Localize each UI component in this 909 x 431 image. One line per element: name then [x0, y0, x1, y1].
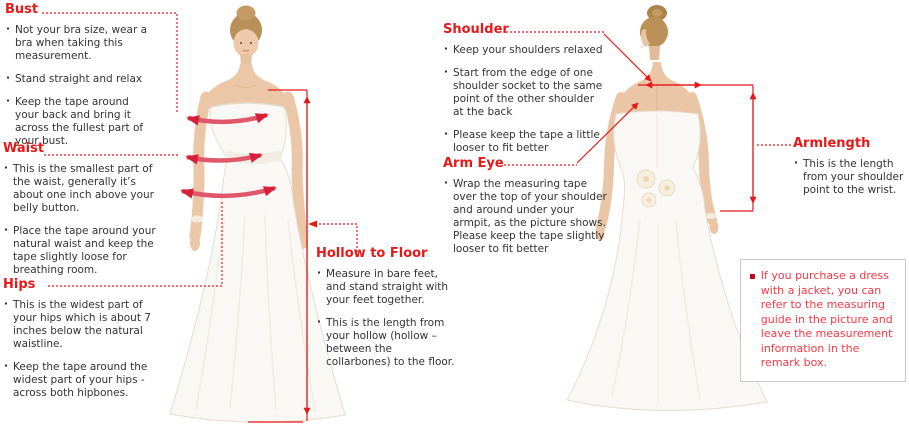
- instruction-item: · Please keep the tape a little looser to fit better: [443, 129, 607, 155]
- jacket-note-text: If you purchase a dress with a jacket, you can refer to the measuring guide in the picture and leave the measurement information in the remark box.: [760, 269, 893, 369]
- section-hips: [3, 277, 163, 410]
- section-armlength-title: Armlength: [793, 136, 871, 151]
- section-waist: [3, 141, 159, 287]
- section-hips-instructions: [3, 299, 163, 400]
- jacket-note-box: [740, 259, 906, 382]
- section-hollow-to-floor-instructions: [316, 268, 456, 369]
- section-bust: [5, 2, 155, 158]
- section-arm-eye-instructions: [443, 178, 613, 256]
- square-bullet-icon: ▪: [749, 271, 756, 282]
- instruction-item: · Keep the tape around the widest part of your hips - across both hipbones.: [3, 361, 163, 400]
- back-bracelet: [706, 213, 717, 219]
- section-waist-title: Waist: [3, 141, 45, 156]
- instruction-item: · Keep your shoulders relaxed: [443, 44, 607, 57]
- section-waist-instructions: [3, 163, 159, 277]
- back-earring: [641, 46, 644, 49]
- instruction-item: · Not your bra size, wear a bra when taking this measurement.: [5, 24, 155, 63]
- hollow-connector-arrowhead: [308, 221, 317, 228]
- section-hollow-to-floor: [316, 246, 456, 379]
- instruction-item: · This is the length from your shoulder point to the wrist.: [793, 158, 907, 197]
- section-hollow-to-floor-title: Hollow to Floor: [316, 246, 428, 261]
- section-shoulder-title: Shoulder: [443, 22, 509, 37]
- section-arm-eye: [443, 156, 613, 266]
- section-armlength: [793, 136, 907, 207]
- instruction-item: · Wrap the measuring tape over the top of your shoulder and around under your armpit, as the picture shows. Please keep the tape slightly looser to fit better: [443, 178, 613, 256]
- instruction-item: · Start from the edge of one shoulder socket to the same point of the other shoulder at the back: [443, 67, 607, 119]
- front-bracelet: [191, 216, 203, 223]
- front-face: [234, 29, 259, 57]
- section-shoulder-instructions: [443, 44, 607, 155]
- instruction-item: · This is the widest part of your hips which is about 7 inches below the natural waistline.: [3, 299, 163, 351]
- section-bust-title: Bust: [5, 2, 39, 17]
- instruction-item: · Keep the tape around your back and bring it across the fullest part of your bust.: [5, 96, 155, 148]
- instruction-item: · This is the length from your hollow (hollow – between the collarbones) to the floor.: [316, 317, 456, 369]
- front-hair-bun: [237, 6, 256, 21]
- section-armlength-instructions: [793, 158, 907, 197]
- section-arm-eye-title: Arm Eye: [443, 156, 504, 171]
- instruction-item: · This is the smallest part of the waist, generally it’s about one inch above your belly button.: [3, 163, 159, 215]
- back-neck: [649, 46, 660, 60]
- section-shoulder: [443, 22, 607, 165]
- section-bust-instructions: [5, 24, 155, 148]
- section-hips-title: Hips: [3, 277, 36, 292]
- instruction-item: · Place the tape around your natural waist and keep the tape slightly loose for breathing room.: [3, 225, 159, 277]
- instruction-item: · Stand straight and relax: [5, 73, 155, 86]
- instruction-item: · Measure in bare feet, and stand straight with your feet together.: [316, 268, 456, 307]
